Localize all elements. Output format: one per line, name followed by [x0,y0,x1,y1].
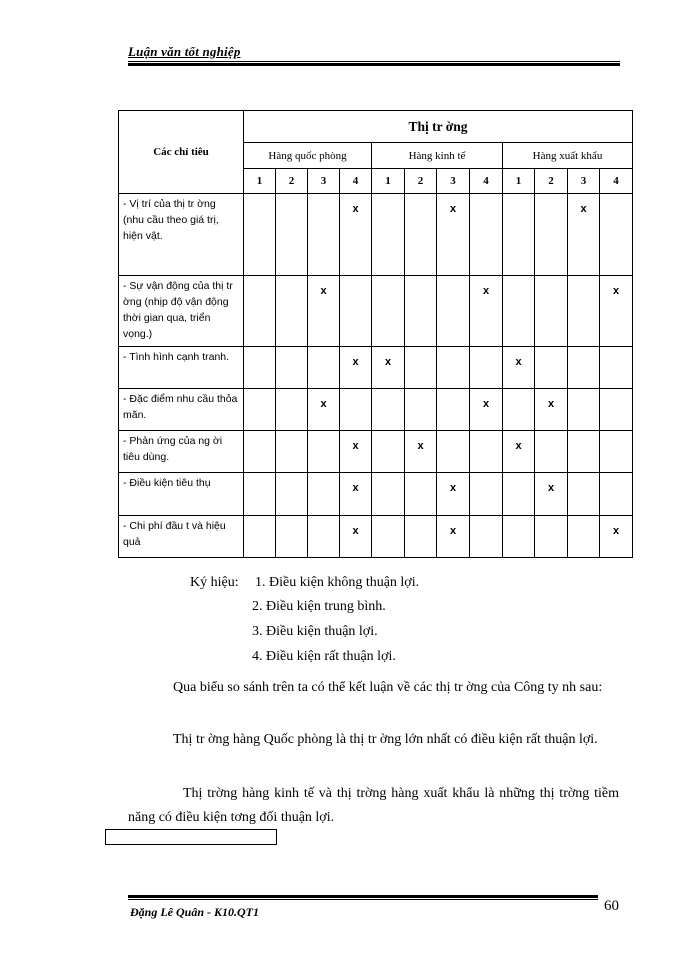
rating-cell [276,473,308,515]
paragraph: Thị trờng hàng kinh tế và thị trờng hàng xuất khẩu là những thị trờng tiềm năng có điều kiện tơng đối thuận lợi. [128,786,619,825]
rating-cell [437,346,470,388]
rating-cell [437,388,470,430]
rating-cell [437,276,470,346]
rating-cell [470,193,503,276]
rating-cell [372,515,405,557]
rating-cell [308,515,340,557]
rating-cell: x [340,193,372,276]
rating-cell [405,193,437,276]
table-row [119,473,633,515]
rating-cell [437,431,470,473]
legend-prefix: Ký hiệu: [190,575,239,590]
rating-cell [470,346,503,388]
footer-rule-thick [128,895,598,898]
rating-cell [276,346,308,388]
footer-rule-thin [128,899,598,900]
rating-cell: x [535,388,568,430]
level-number: 2 [276,169,308,193]
rating-cell [405,515,437,557]
table-row [119,193,633,276]
level-number: 3 [308,169,340,193]
legend-item: 1. Điều kiện không thuận lợi. [255,575,420,590]
level-number: 4 [340,169,372,193]
rating-cell: x [308,276,340,346]
page-number: 60 [604,898,619,914]
table-row [119,388,633,430]
rating-cell [372,276,405,346]
rating-cell [535,276,568,346]
rating-cell [276,388,308,430]
footer-author: Đặng Lê Quân - K10.QT1 [130,905,260,919]
table-row [119,431,633,473]
market-criteria-table [118,110,633,558]
rating-cell [244,473,276,515]
rating-cell [568,473,600,515]
rating-cell [276,276,308,346]
group-header: Hàng xuất khẩu [503,143,633,169]
level-number: 1 [503,169,535,193]
rating-cell [372,473,405,515]
table-row [119,515,633,557]
rating-cell [340,388,372,430]
legend-item: 4. Điều kiện rất thuận lợi. [252,649,396,664]
criterion-label: - Điều kiện tiêu thụ [119,473,244,515]
criterion-label: - Sự vận động của thị tr ờng (nhịp độ vận động thời gian qua, triển vọng.) [119,276,244,346]
rating-cell: x [340,515,372,557]
rating-cell: x [600,515,633,557]
rating-cell: x [437,515,470,557]
rating-cell [244,388,276,430]
rating-cell: x [437,473,470,515]
rating-cell [568,346,600,388]
rating-cell [568,388,600,430]
group-header: Hàng quốc phòng [244,143,372,169]
rating-cell [568,515,600,557]
rating-cell [244,431,276,473]
rating-cell: x [535,473,568,515]
header-title: Luận văn tốt nghiệp [128,44,241,59]
criterion-label: - Vị trí của thị tr ờng (nhu cầu theo giá trị, hiện vật. [119,193,244,276]
rating-cell [308,473,340,515]
market-title: Thị tr ờng [244,111,633,143]
rating-cell [372,193,405,276]
paragraph: Thị tr ờng hàng Quốc phòng là thị tr ờng lớn nhất có điều kiện rất thuận lợi. [173,732,598,747]
rating-cell [372,431,405,473]
criterion-label: - Đặc điểm nhu cầu thỏa mãn. [119,388,244,430]
rating-cell [568,431,600,473]
rating-cell: x [340,431,372,473]
table-row [119,276,633,346]
level-number: 1 [244,169,276,193]
rating-cell [535,346,568,388]
rating-cell [600,431,633,473]
rating-cell: x [568,193,600,276]
rating-cell: x [437,193,470,276]
rating-cell [470,431,503,473]
level-number: 4 [600,169,633,193]
criterion-label: - Tình hình cạnh tranh. [119,346,244,388]
criteria-header: Các chỉ tiêu [119,111,244,194]
criterion-label: - Chi phí đầu t và hiệu quả [119,515,244,557]
rating-cell [600,473,633,515]
level-number: 3 [437,169,470,193]
level-number: 2 [405,169,437,193]
rating-cell [405,388,437,430]
rating-cell [503,193,535,276]
header-rule-thin [128,61,620,62]
rating-cell: x [340,346,372,388]
rating-cell [276,431,308,473]
paragraph: Qua biểu so sánh trên ta có thể kết luận về các thị tr ờng của Công ty nh sau: [173,680,603,695]
rating-cell [503,473,535,515]
rating-cell: x [470,388,503,430]
rating-cell [568,276,600,346]
rating-cell [244,346,276,388]
rating-cell [308,193,340,276]
rating-cell [535,515,568,557]
rating-cell [405,473,437,515]
rating-cell: x [470,276,503,346]
level-number: 3 [568,169,600,193]
rating-cell [372,388,405,430]
rating-cell: x [503,346,535,388]
rating-cell [600,346,633,388]
group-header: Hàng kinh tế [372,143,503,169]
rating-cell [276,515,308,557]
rating-cell: x [340,473,372,515]
rating-cell: x [372,346,405,388]
rating-cell [276,193,308,276]
level-number: 1 [372,169,405,193]
table-row [119,346,633,388]
level-number: 2 [535,169,568,193]
rating-cell: x [405,431,437,473]
rating-cell [340,276,372,346]
rating-cell [503,388,535,430]
criterion-label: - Phản ứng của ng ời tiêu dùng. [119,431,244,473]
rating-cell [308,346,340,388]
rating-cell [244,515,276,557]
rating-cell [503,515,535,557]
rating-cell [600,193,633,276]
rating-cell [535,431,568,473]
rating-cell [470,473,503,515]
empty-box [105,829,277,845]
rating-cell [405,276,437,346]
level-number: 4 [470,169,503,193]
rating-cell [600,388,633,430]
header-rule-thick [128,63,620,66]
rating-cell [308,431,340,473]
rating-cell: x [503,431,535,473]
legend-item: 2. Điều kiện trung bình. [252,599,386,614]
rating-cell: x [308,388,340,430]
rating-cell [503,276,535,346]
legend-item: 3. Điều kiện thuận lợi. [252,624,378,639]
rating-cell [244,276,276,346]
rating-cell [535,193,568,276]
rating-cell: x [600,276,633,346]
rating-cell [405,346,437,388]
rating-cell [470,515,503,557]
rating-cell [244,193,276,276]
